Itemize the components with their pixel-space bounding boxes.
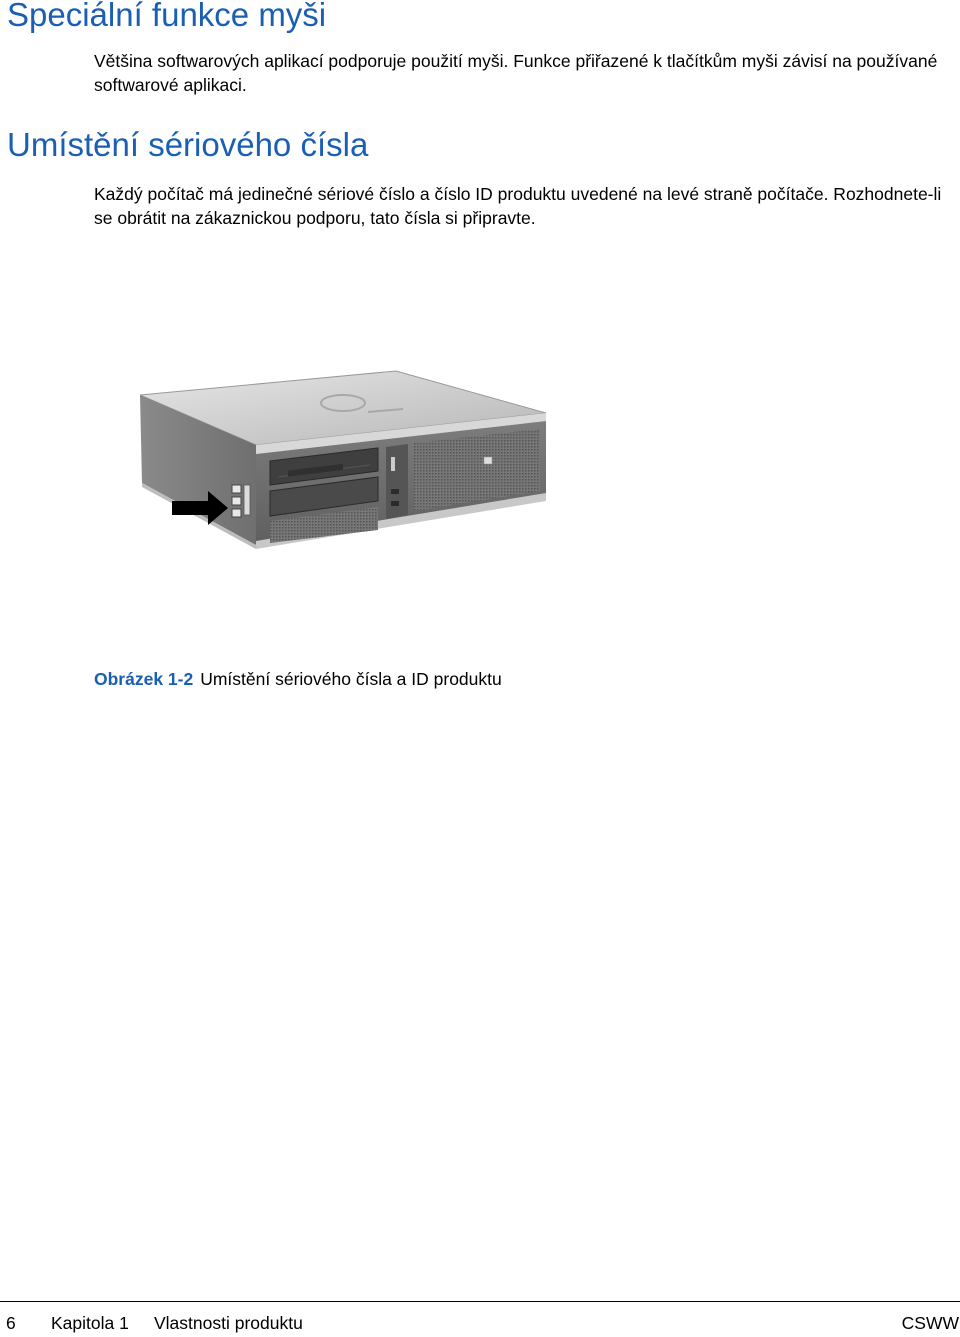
figure-caption-label: Obrázek 1-2 bbox=[94, 669, 194, 689]
footer-doc-code: CSWW bbox=[901, 1313, 959, 1333]
page-footer bbox=[0, 1301, 960, 1337]
section-heading-serial: Umístění sériového čísla bbox=[7, 126, 369, 163]
figure-caption-text: Umístění sériového čísla a ID produktu bbox=[200, 669, 502, 689]
desktop-computer-image bbox=[138, 365, 550, 550]
hp-badge-icon bbox=[484, 457, 492, 464]
paragraph-serial: Každý počítač má jedinečné sériové číslo a číslo ID produktu uvedené na levé straně počítače. Rozhodnete-li se obrátit na zákaznickou podporu, tato čísla si připravte. bbox=[94, 184, 942, 228]
side-port bbox=[232, 485, 241, 493]
power-panel bbox=[386, 444, 408, 519]
figure-caption bbox=[94, 667, 502, 691]
computer-illustration bbox=[138, 365, 550, 550]
section-heading-mouse: Speciální funkce myši bbox=[7, 0, 327, 33]
footer-chapter-title: Vlastnosti produktu bbox=[154, 1313, 303, 1333]
footer-chapter: Kapitola 1 bbox=[51, 1313, 129, 1333]
side-port bbox=[232, 509, 241, 517]
footer-page-number: 6 bbox=[6, 1313, 16, 1333]
side-port bbox=[232, 497, 241, 505]
paragraph-mouse: Většina softwarových aplikací podporuje použití myši. Funkce přiřazené k tlačítkům myši závisí na používané softwarové aplikaci. bbox=[94, 51, 938, 95]
